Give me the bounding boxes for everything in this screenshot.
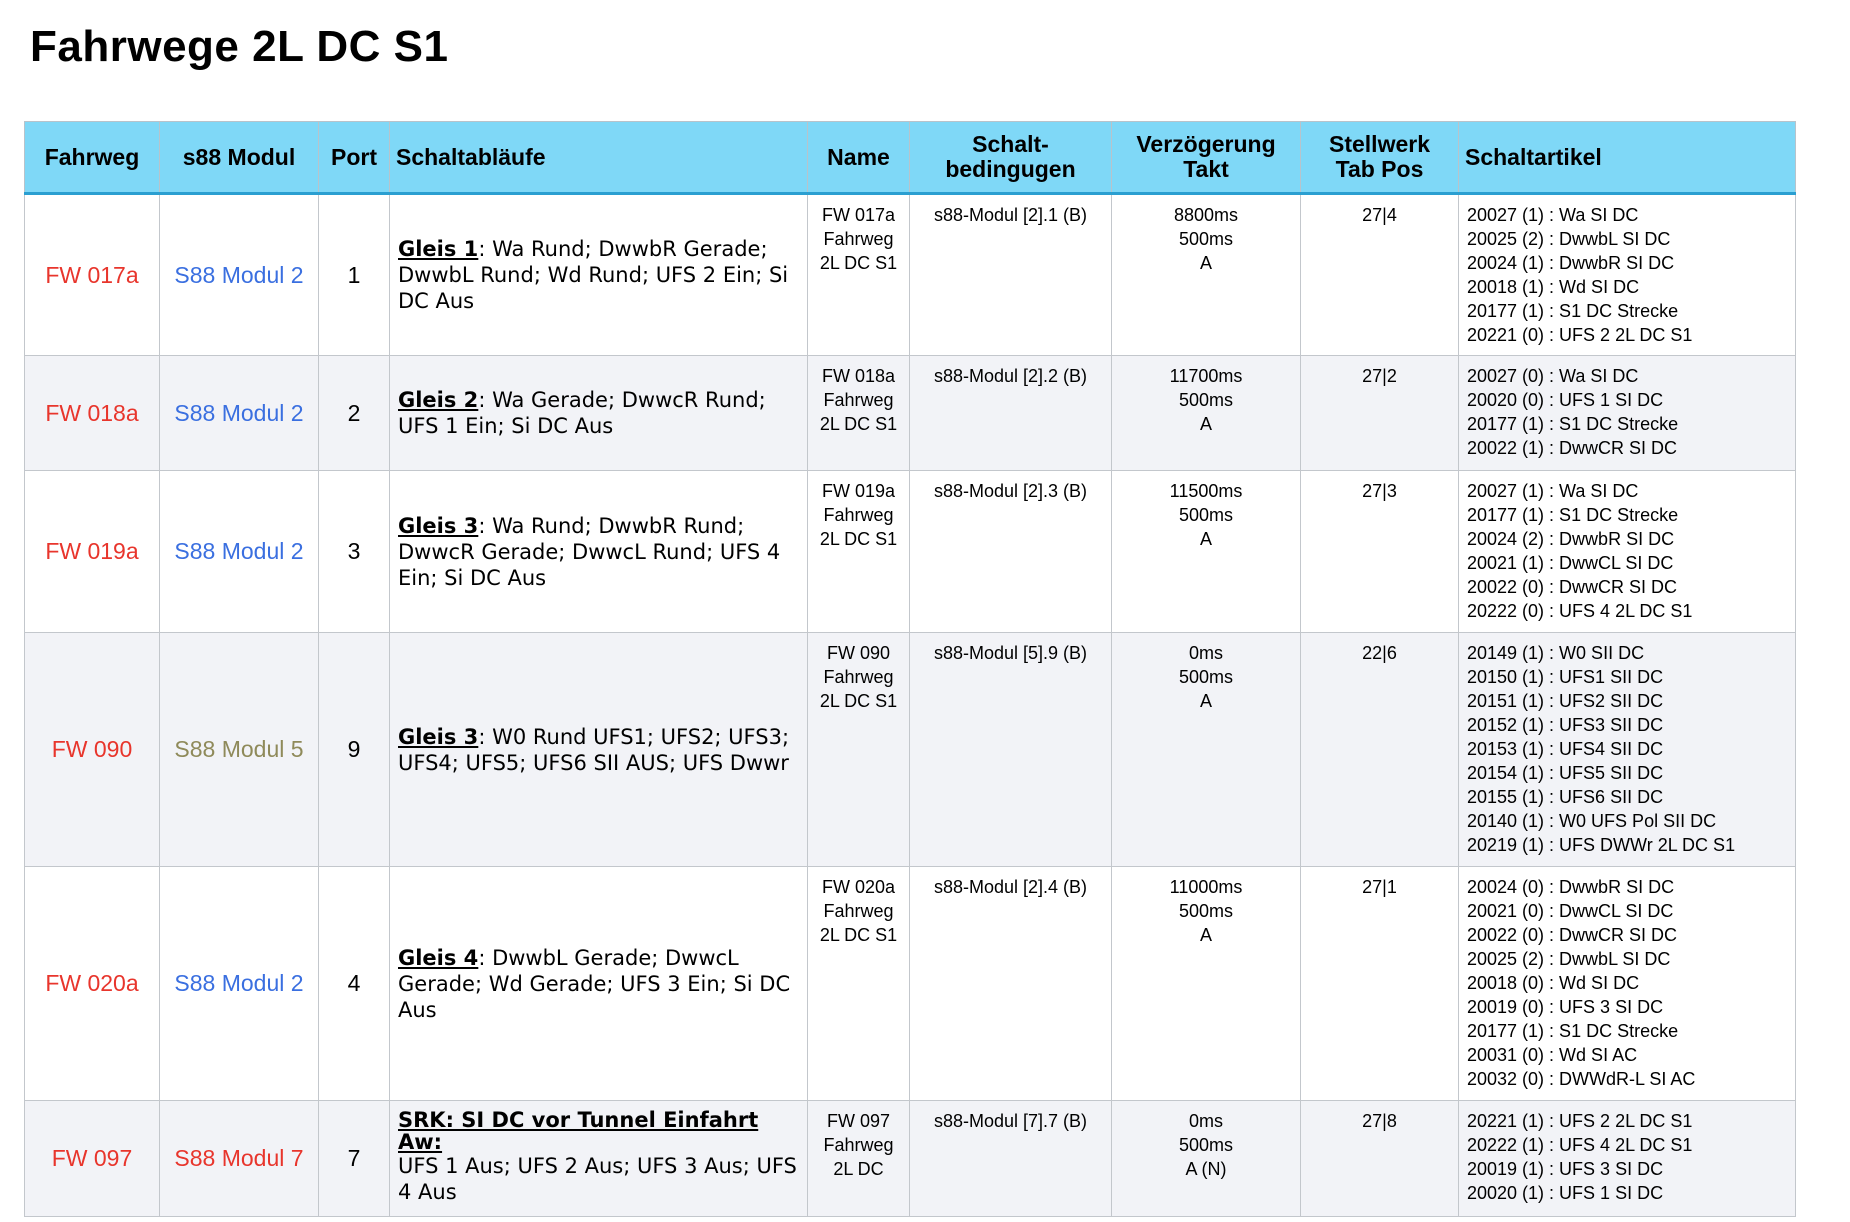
verzoegerung-line: 500ms <box>1178 229 1234 249</box>
ablauf-text: : Wa Gerade; DwwcR Rund; UFS 1 Ein; Si DC Aus <box>398 388 766 438</box>
schaltartikel-cell <box>1459 356 1796 471</box>
schaltartikel-line: 20031 (0) : Wd SI AC <box>1467 1045 1638 1065</box>
header-verz-line1: Verzögerung <box>1136 131 1276 157</box>
stellwerk-cell: 27|3 <box>1301 471 1459 633</box>
stellwerk-cell: 22|6 <box>1301 633 1459 867</box>
name-line: Fahrweg <box>823 1135 894 1155</box>
bedingung-cell: s88-Modul [2].2 (B) <box>910 356 1112 471</box>
table-row <box>25 867 1796 1101</box>
schaltartikel-line: 20022 (0) : DwwCR SI DC <box>1467 925 1678 945</box>
schaltartikel-line: 20021 (0) : DwwCL SI DC <box>1467 901 1674 921</box>
verzoegerung-line: 11500ms <box>1169 481 1243 501</box>
port-cell: 9 <box>319 633 390 867</box>
header-verz-line2: Takt <box>1183 156 1229 182</box>
name-line: FW 097 <box>826 1111 891 1131</box>
header-name: Name <box>808 122 910 194</box>
s88-modul-link[interactable]: S88 Modul 7 <box>160 1101 319 1217</box>
schaltartikel-line: 20019 (1) : UFS 3 SI DC <box>1467 1159 1664 1179</box>
header-verzoegerung <box>1112 122 1301 194</box>
schaltartikel-line: 20152 (1) : UFS3 SII DC <box>1467 715 1664 735</box>
s88-modul-link[interactable]: S88 Modul 2 <box>160 471 319 633</box>
verzoegerung-line: 500ms <box>1178 505 1234 525</box>
s88-modul-link[interactable]: S88 Modul 2 <box>160 356 319 471</box>
verzoegerung-line: A <box>1199 414 1212 434</box>
name-line: Fahrweg <box>823 390 894 410</box>
schaltartikel-line: 20021 (1) : DwwCL SI DC <box>1467 553 1674 573</box>
schaltablauf-cell <box>390 194 808 356</box>
port-cell: 3 <box>319 471 390 633</box>
bedingung-cell: s88-Modul [2].3 (B) <box>910 471 1112 633</box>
verzoegerung-cell <box>1112 1101 1301 1217</box>
schaltartikel-cell <box>1459 471 1796 633</box>
verzoegerung-line: 11700ms <box>1169 366 1243 386</box>
header-stell-line2: Tab Pos <box>1335 156 1424 182</box>
header-schaltartikel: Schaltartikel <box>1459 122 1796 194</box>
schaltartikel-line: 20149 (1) : W0 SII DC <box>1467 643 1645 663</box>
verzoegerung-line: 500ms <box>1178 901 1234 921</box>
name-cell <box>808 867 910 1101</box>
name-line: Fahrweg <box>823 229 894 249</box>
name-line: FW 018a <box>821 366 896 386</box>
verzoegerung-cell <box>1112 471 1301 633</box>
schaltartikel-line: 20155 (1) : UFS6 SII DC <box>1467 787 1664 807</box>
header-bed-line2: bedingugen <box>945 156 1076 182</box>
schaltablauf-cell <box>390 1101 808 1217</box>
name-line: FW 020a <box>821 877 896 897</box>
schaltartikel-line: 20024 (0) : DwwbR SI DC <box>1467 877 1675 897</box>
schaltartikel-line: 20020 (1) : UFS 1 SI DC <box>1467 1183 1664 1203</box>
verzoegerung-line: 500ms <box>1178 667 1234 687</box>
bedingung-cell: s88-Modul [5].9 (B) <box>910 633 1112 867</box>
schaltablauf-cell <box>390 356 808 471</box>
verzoegerung-line: A (N) <box>1185 1159 1227 1179</box>
header-row <box>25 122 1796 194</box>
s88-modul-link[interactable]: S88 Modul 2 <box>160 867 319 1101</box>
schaltablauf-cell <box>390 633 808 867</box>
header-modul: s88 Modul <box>160 122 319 194</box>
name-line: Fahrweg <box>823 667 894 687</box>
schaltartikel-line: 20221 (1) : UFS 2 2L DC S1 <box>1467 1111 1693 1131</box>
stellwerk-cell: 27|1 <box>1301 867 1459 1101</box>
header-port: Port <box>319 122 390 194</box>
name-line: 2L DC <box>833 1159 884 1179</box>
verzoegerung-line: 0ms <box>1188 1111 1223 1131</box>
name-cell <box>808 194 910 356</box>
name-cell <box>808 471 910 633</box>
schaltartikel-line: 20027 (1) : Wa SI DC <box>1467 205 1639 225</box>
verzoegerung-cell <box>1112 633 1301 867</box>
schaltartikel-cell <box>1459 867 1796 1101</box>
verzoegerung-cell <box>1112 356 1301 471</box>
name-cell <box>808 356 910 471</box>
verzoegerung-line: 11000ms <box>1169 877 1243 897</box>
schaltartikel-line: 20022 (1) : DwwCR SI DC <box>1467 438 1678 458</box>
s88-modul-link[interactable]: S88 Modul 2 <box>160 194 319 356</box>
ablauf-text: : DwwbL Gerade; DwwcL Gerade; Wd Gerade; UFS 3 Ein; Si DC Aus <box>398 945 791 1022</box>
schaltartikel-line: 20153 (1) : UFS4 SII DC <box>1467 739 1664 759</box>
fahrweg-link[interactable]: FW 020a <box>25 867 160 1101</box>
table-row <box>25 471 1796 633</box>
schaltartikel-cell <box>1459 194 1796 356</box>
schaltartikel-line: 20177 (1) : S1 DC Strecke <box>1467 301 1679 321</box>
schaltartikel-line: 20151 (1) : UFS2 SII DC <box>1467 691 1664 711</box>
schaltartikel-line: 20027 (1) : Wa SI DC <box>1467 481 1639 501</box>
gleis-label: Gleis 2 <box>398 388 479 412</box>
schaltablauf-cell <box>390 471 808 633</box>
port-cell: 4 <box>319 867 390 1101</box>
verzoegerung-line: 500ms <box>1178 390 1234 410</box>
verzoegerung-line: A <box>1199 691 1212 711</box>
name-line: 2L DC S1 <box>819 414 898 434</box>
name-line: 2L DC S1 <box>819 925 898 945</box>
fahrweg-link[interactable]: FW 017a <box>25 194 160 356</box>
name-line: 2L DC S1 <box>819 253 898 273</box>
header-stell-line1: Stellwerk <box>1329 131 1430 157</box>
verzoegerung-line: A <box>1199 253 1212 273</box>
fahrweg-link[interactable]: FW 019a <box>25 471 160 633</box>
header-fahrweg: Fahrweg <box>25 122 160 194</box>
table-row <box>25 633 1796 867</box>
gleis-label: Gleis 4 <box>398 945 479 970</box>
schaltartikel-line: 20020 (0) : UFS 1 SI DC <box>1467 390 1664 410</box>
schaltartikel-line: 20032 (0) : DWWdR-L SI AC <box>1467 1069 1696 1089</box>
bedingung-cell: s88-Modul [2].4 (B) <box>910 867 1112 1101</box>
schaltartikel-line: 20018 (1) : Wd SI DC <box>1467 277 1640 297</box>
port-cell: 7 <box>319 1101 390 1217</box>
schaltartikel-cell <box>1459 633 1796 867</box>
schaltartikel-line: 20222 (0) : UFS 4 2L DC S1 <box>1467 601 1693 621</box>
schaltartikel-line: 20177 (1) : S1 DC Strecke <box>1467 414 1679 434</box>
ablauf-text: UFS 1 Aus; UFS 2 Aus; UFS 3 Aus; UFS 4 Aus <box>398 1154 797 1204</box>
schaltablauf-cell <box>390 867 808 1101</box>
bedingung-cell: s88-Modul [7].7 (B) <box>910 1101 1112 1217</box>
table-row <box>25 356 1796 471</box>
name-line: FW 017a <box>821 205 896 225</box>
port-cell: 2 <box>319 356 390 471</box>
name-line: Fahrweg <box>823 505 894 525</box>
stellwerk-cell: 27|8 <box>1301 1101 1459 1217</box>
schaltartikel-line: 20024 (1) : DwwbR SI DC <box>1467 253 1675 273</box>
schaltartikel-line: 20150 (1) : UFS1 SII DC <box>1467 667 1664 687</box>
name-line: FW 090 <box>826 643 891 663</box>
schaltartikel-line: 20177 (1) : S1 DC Strecke <box>1467 505 1679 525</box>
verzoegerung-line: A <box>1199 529 1212 549</box>
gleis-label: SRK: SI DC vor Tunnel Einfahrt Aw: <box>398 1108 759 1154</box>
name-line: Fahrweg <box>823 901 894 921</box>
verzoegerung-cell <box>1112 194 1301 356</box>
gleis-label: Gleis 3 <box>398 513 479 538</box>
ablauf-text: : Wa Rund; DwwbR Rund; DwwcR Gerade; DwwcL Rund; UFS 4 Ein; Si DC Aus <box>398 513 781 590</box>
fahrweg-link[interactable]: FW 090 <box>25 633 160 867</box>
gleis-label: Gleis 3 <box>398 724 479 749</box>
table-row <box>25 1101 1796 1217</box>
schaltartikel-line: 20019 (0) : UFS 3 SI DC <box>1467 997 1664 1017</box>
fahrweg-link[interactable]: FW 097 <box>25 1101 160 1217</box>
fahrwege-table <box>24 121 1796 1217</box>
name-line: FW 019a <box>821 481 896 501</box>
schaltartikel-line: 20222 (1) : UFS 4 2L DC S1 <box>1467 1135 1693 1155</box>
name-cell <box>808 1101 910 1217</box>
stellwerk-cell: 27|2 <box>1301 356 1459 471</box>
verzoegerung-line: A <box>1199 925 1212 945</box>
header-bedingungen <box>910 122 1112 194</box>
schaltartikel-line: 20177 (1) : S1 DC Strecke <box>1467 1021 1679 1041</box>
ablauf-text: : W0 Rund UFS1; UFS2; UFS3; UFS4; UFS5; UFS6 SII AUS; UFS Dwwr <box>398 724 790 775</box>
s88-modul-link[interactable]: S88 Modul 5 <box>160 633 319 867</box>
schaltartikel-line: 20025 (2) : DwwbL SI DC <box>1467 229 1671 249</box>
schaltartikel-line: 20022 (0) : DwwCR SI DC <box>1467 577 1678 597</box>
verzoegerung-line: 8800ms <box>1173 205 1239 225</box>
schaltartikel-line: 20027 (0) : Wa SI DC <box>1467 366 1639 386</box>
bedingung-cell: s88-Modul [2].1 (B) <box>910 194 1112 356</box>
schaltartikel-cell <box>1459 1101 1796 1217</box>
schaltartikel-line: 20024 (2) : DwwbR SI DC <box>1467 529 1675 549</box>
name-line: 2L DC S1 <box>819 529 898 549</box>
schaltartikel-line: 20018 (0) : Wd SI DC <box>1467 973 1640 993</box>
port-cell: 1 <box>319 194 390 356</box>
gleis-label: Gleis 1 <box>398 237 479 261</box>
table-row <box>25 194 1796 356</box>
stellwerk-cell: 27|4 <box>1301 194 1459 356</box>
fahrweg-link[interactable]: FW 018a <box>25 356 160 471</box>
header-stellwerk <box>1301 122 1459 194</box>
name-line: 2L DC S1 <box>819 691 898 711</box>
schaltartikel-line: 20140 (1) : W0 UFS Pol SII DC <box>1467 811 1717 831</box>
ablauf-text: : Wa Rund; DwwbR Gerade; DwwbL Rund; Wd Rund; UFS 2 Ein; Si DC Aus <box>398 237 789 313</box>
schaltartikel-line: 20219 (1) : UFS DWWr 2L DC S1 <box>1467 835 1736 855</box>
verzoegerung-cell <box>1112 867 1301 1101</box>
page-title: Fahrwege 2L DC S1 <box>30 22 449 71</box>
name-cell <box>808 633 910 867</box>
header-bed-line1: Schalt- <box>972 131 1049 157</box>
schaltartikel-line: 20221 (0) : UFS 2 2L DC S1 <box>1467 325 1693 345</box>
schaltartikel-line: 20025 (2) : DwwbL SI DC <box>1467 949 1671 969</box>
verzoegerung-line: 500ms <box>1178 1135 1234 1155</box>
verzoegerung-line: 0ms <box>1188 643 1223 663</box>
schaltartikel-line: 20154 (1) : UFS5 SII DC <box>1467 763 1664 783</box>
header-ablaeufe: Schaltabläufe <box>390 122 808 194</box>
